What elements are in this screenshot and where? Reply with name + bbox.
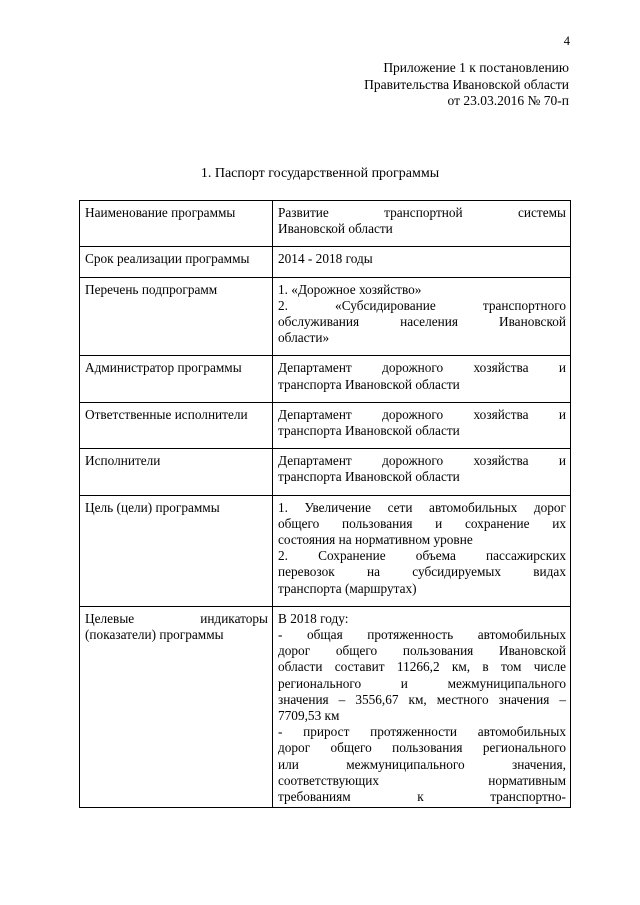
value-line: 2. Сохранение объема пассажирских <box>278 548 566 564</box>
row-label: Перечень подпрограмм <box>80 277 273 356</box>
appendix-line: Приложение 1 к постановлению <box>383 60 569 75</box>
row-value <box>273 606 571 807</box>
table-row <box>80 247 571 277</box>
value-line: регионального и межмуниципального <box>278 675 566 691</box>
row-value <box>273 201 571 247</box>
value-line: 2014 - 2018 годы <box>278 251 373 267</box>
table-row <box>80 402 571 448</box>
value-line: - общая протяженность автомобильных <box>278 627 566 643</box>
table-row <box>80 449 571 495</box>
value-line: - прирост протяженности автомобильных <box>278 724 566 740</box>
value-line: транспорта (маршрутах) <box>278 580 417 596</box>
value-line: 1. «Дорожное хозяйство» <box>278 281 422 297</box>
section-heading: 1. Паспорт государственной программы <box>200 166 440 181</box>
page-number: 4 <box>563 34 570 48</box>
table-row <box>80 606 571 807</box>
table-row <box>80 356 571 402</box>
row-label: Срок реализации программы <box>80 247 273 277</box>
value-line: Департамент дорожного хозяйства и <box>278 406 566 422</box>
passport-table <box>79 200 571 808</box>
row-label: Наименование программы <box>80 201 273 247</box>
row-value <box>273 449 571 495</box>
row-value <box>273 356 571 402</box>
value-line: соответствующих нормативным <box>278 772 566 788</box>
row-label: Исполнители <box>80 449 273 495</box>
table-row <box>80 495 571 606</box>
value-line: дорог общего пользования Ивановской <box>278 643 566 659</box>
row-value <box>273 402 571 448</box>
value-line: области составит 11266,2 км, в том числе <box>278 659 566 675</box>
row-label: Цель (цели) программы <box>80 495 273 606</box>
appendix-line: Правительства Ивановской области <box>364 76 569 92</box>
value-line: Ивановской области <box>278 221 393 237</box>
value-line: Развитие транспортной системы <box>278 205 566 220</box>
value-line: значения – 3556,67 км, местного значения – <box>278 691 566 707</box>
value-line: 2. «Субсидирование транспортного <box>278 297 566 313</box>
table-row <box>80 277 571 356</box>
value-line: транспорта Ивановской области <box>278 423 460 439</box>
value-line: состояния на нормативном уровне <box>278 532 473 548</box>
value-line: транспорта Ивановской области <box>278 376 460 392</box>
value-line: общего пользования и сохранение их <box>278 515 566 531</box>
appendix-header <box>364 60 569 110</box>
value-line: требованиям к транспортно- <box>278 789 566 805</box>
value-line: Департамент дорожного хозяйства и <box>278 453 566 469</box>
row-value <box>273 277 571 356</box>
value-line: обслуживания населения Ивановской <box>278 314 566 330</box>
row-label: Ответственные исполнители <box>80 402 273 448</box>
table-row <box>80 201 571 247</box>
value-line: перевозок на субсидируемых видах <box>278 564 566 580</box>
row-value <box>273 495 571 606</box>
value-line: транспорта Ивановской области <box>278 469 460 485</box>
label-line: Целевые индикаторы <box>85 610 268 626</box>
row-value <box>273 247 571 277</box>
value-line: или межмуниципального значения, <box>278 756 566 772</box>
value-line: дорог общего пользования регионального <box>278 740 566 756</box>
value-line: Департамент дорожного хозяйства и <box>278 360 566 376</box>
row-label: Администратор программы <box>80 356 273 402</box>
appendix-line: от 23.03.2016 № 70-п <box>447 93 569 108</box>
value-line: В 2018 году: <box>278 610 349 626</box>
value-line: области» <box>278 330 330 346</box>
value-line: 7709,53 км <box>278 708 340 724</box>
value-line: 1. Увеличение сети автомобильных дорог <box>278 499 566 515</box>
label-line: (показатели) программы <box>85 627 224 643</box>
row-label <box>80 606 273 807</box>
